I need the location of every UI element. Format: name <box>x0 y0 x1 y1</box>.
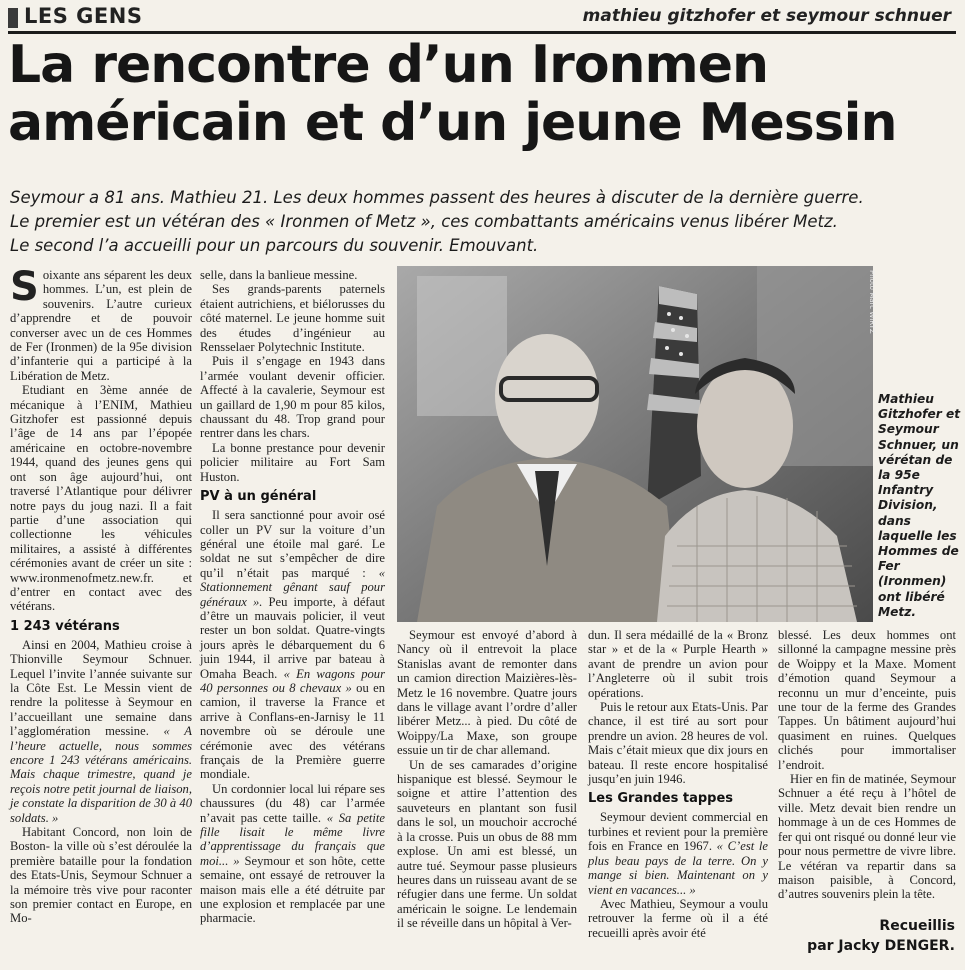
lead-line-2: Le premier est un vétéran des « Ironmen of Metz », ces combattants américains venus libérer Metz. <box>10 212 838 231</box>
col2-paragraph-6: Un cordonnier local lui répare ses chaussures (du 48) car l’armée n’avait pas cette taille. « Sa petite fille lisait le même livre d’apprentissage du français que moi... » Seymour et son hôte, cette semaine, ont essayé de retrouver la maison mais elle a été détruite par une explosion et remplacée par une pharmacie. <box>200 781 386 926</box>
article-column-4 <box>588 628 768 940</box>
veteran-quote: « A l’heure actuelle, nous sommes encore 1 243 vétérans américains. Mais chaque trimestre, quand je reçois notre petit journal de liaison, je constate la disparition de 30 à 40 soldats. » <box>10 724 192 825</box>
col5-paragraph-1: blessé. Les deux hommes ont sillonné la campagne messine près de Woippy et la Maxe. Moment d’émotion quand Seymour a reconnu un mur d’enceinte, puis une tour de la ferme des Grandes Tappes. Un bâtiment aujourd’hui quasiment en ruines. Quelques clichés pour immortaliser l’endroit. <box>778 628 956 772</box>
col4-paragraph-1: dun. Il sera médaillé de la « Bronz star » et de la « Purple Hearth » avant de prendre un avion pour l’Angleterre où il subit trois opérations. <box>588 628 768 700</box>
col2-paragraph-2: Ses grands-parents paternels étaient autrichiens, et biélorusses du côté maternel. Le jeune homme suit des études d’ingénieur au Rensselaer Polytechnic Institute. <box>200 282 385 355</box>
headline <box>8 36 958 152</box>
intertitle-veterans: 1 243 vétérans <box>10 618 120 634</box>
subject-names: mathieu gitzhofer et seymour schnuer <box>582 6 951 26</box>
drop-cap: S <box>10 264 39 310</box>
photo-illustration <box>397 266 873 622</box>
col4-paragraph-2: Puis le retour aux Etats-Unis. Par chance, il est tiré au sort pour prendre un avion. 28 heures de vol. Mais c’était mieux que dix jours en bateau. Il reste encore hospitalisé jusqu’en juin 1946. <box>588 700 768 787</box>
article-column-2 <box>200 268 385 926</box>
col3-paragraph-2: Un de ses camarades d’origine hispanique est blessé. Seymour le soigne et attire l’attention des sauveteurs en plantant son fusil dans le sol, un mouchoir accroché à la crosse. Puis un obus de 88 mm explose. Un ami est blessé, un autre tué. Seymour passe plusieurs heures dans un ruisseau avant de se réfugier dans une ferme. Un soldat américain le soigne. Le lendemain il se réveille dans un hôpital à Ver- <box>397 757 577 931</box>
section-rubric: LES GENS <box>24 4 143 28</box>
lead-line-3: Le second l’a accueilli pour un parcours du souvenir. Emouvant. <box>10 236 539 255</box>
col2-paragraph-3: Puis il s’engage en 1943 dans l’armée voulant devenir officier. Affecté à la cavalerie, Seymour est un gaillard de 1,90 m pour 85 kilos, chaussant du 48. Trop grand pour rentrer dans les chars. <box>200 354 385 441</box>
col1-paragraph-3: Ainsi en 2004, Mathieu croise à Thionville Seymour Schnuer. Lequel l’invite l’année suivante sur la Côte Est. Le Messin vient de rendre la politesse à Seymour en l’accueillant une semaine dans l’agglomération messine. « A l’heure actuelle, nous sommes encore 1 243 vétérans américains. Mais chaque trimestre, quand je reçois notre petit journal de liaison, je constate la disparition de 30 à 40 soldats. » <box>10 637 192 825</box>
col1-paragraph-4: Habitant Concord, non loin de Boston- la ville où s’est déroulée la première bataille pour la fondation des Etats-Unis, Seymour Schnuer a la mémoire très vive pour raconter son premier contact en Europe, en Mo- <box>10 825 192 926</box>
article-column-5 <box>778 628 956 902</box>
rubric-marker <box>8 8 18 28</box>
col4-paragraph-3: Seymour devient commercial en turbines et revient pour la première fois en France en 1967. « C’est le plus beau pays de la terre. On y mange si bien. Maintenant on y vient en vacances... » <box>588 810 768 897</box>
article-photo <box>397 266 873 622</box>
photo-caption: Mathieu Gitzhofer et Seymour Schnuer, un vérétan de la 95e Infantry Division, dans laquelle les Hommes de Fer (Ironmen) ont libéré Metz. <box>878 392 961 619</box>
intertitle-grandes-tappes: Les Grandes tappes <box>588 791 734 807</box>
header-rule <box>8 31 956 34</box>
col1-paragraph-1: Soixante ans séparent les deux hommes. L’un, est plein de souvenirs. L’autre curieux d’apprendre et de pouvoir converser avec un de ces Hommes de Fer (Ironmen) de la 95e division d’infanterie qui a participé à la Libération de Metz. <box>10 264 192 383</box>
article-column-1 <box>10 264 192 926</box>
article-column-3 <box>397 628 577 931</box>
col3-paragraph-1: Seymour est envoyé d’abord à Nancy où il entrevoit la place Stanislas avant de remonter dans un camion direction Maizières-lès-Metz le 16 novembre. Quatre jours dans le village avant l’ordre d’aller libérer Metz... à pied. Du côté de Woippy/La Maxe, son groupe essuie un tir de char allemand. <box>397 628 577 758</box>
col1-paragraph-2: Etudiant en 3ème année de mécanique à l’ENIM, Mathieu Gitzhofer est passionné depuis l’âge de 14 ans par l’épopée américaine en octobre-novembre 1944, quand des jeunes gens qui ont son âge aujourd’hui, ont traversé l’Atlantique pour délivrer notre pays du joug nazi. Il a fait partie d’une association qui collectionne les véhicules militaires, a assisté à différentes cérémonies avant de créer un site : www.ironmenofmetz.new.fr. et d’entrer en contact avec des vétérans. <box>10 383 192 614</box>
signature-line-1: Recueillis <box>879 918 955 934</box>
col4-paragraph-4: Avec Mathieu, Seymour a voulu retrouver la ferme où il a été recueilli après avoir été <box>588 896 768 940</box>
col2-paragraph-5: Il sera sanctionné pour avoir osé coller un PV sur la voiture d’un général une étoile mal garé. Le soldat ne sut s’empêcher de dire qu’il n’était pas marqué : « Stationnement gênant sauf pour généraux ». Peu importe, à défaut d’être un mauvais policier, il veut rester un bon soldat. Quatre-vingts jours après le débarquement du 6 juin 1944, il arrive par bateau à Omaha Beach. « En wagons pour 40 personnes ou 8 chevaux » ou en camion, il traverse la France et arrive à Conflans-en-Jarnisy le 11 novembre où se déroule une cérémonie avec des vétérans français de la Première guerre mondiale. <box>200 508 385 782</box>
intertitle-general: PV à un général <box>200 489 317 505</box>
lead-paragraph <box>10 186 960 258</box>
signature-line-2: par Jacky DENGER. <box>807 938 955 954</box>
headline-line-2: américain et d’un jeune Messin <box>8 93 897 153</box>
headline-line-1: La rencontre d’un Ironmen <box>8 35 769 95</box>
col2-paragraph-4: La bonne prestance pour devenir policier militaire au Fort Sam Huston. <box>200 440 385 484</box>
photo-credit: Photo Marc WIRTZ <box>868 270 876 334</box>
col2-paragraph-1: selle, dans la banlieue messine. <box>200 268 358 282</box>
lead-line-1: Seymour a 81 ans. Mathieu 21. Les deux hommes passent des heures à discuter de la dernière guerre. <box>10 188 864 207</box>
author-signature <box>807 916 955 956</box>
col5-paragraph-2: Hier en fin de matinée, Seymour Schnuer a été reçu à l’hôtel de ville. Metz devait bien rendre un hommage à un de ces Hommes de fer qui ont risqué ou donné leur vie pour nous permettre de vivre libre. Le vétéran va repartir dans sa maison paisible, à Concord, d’autres souvenirs plein la tête. <box>778 772 956 902</box>
